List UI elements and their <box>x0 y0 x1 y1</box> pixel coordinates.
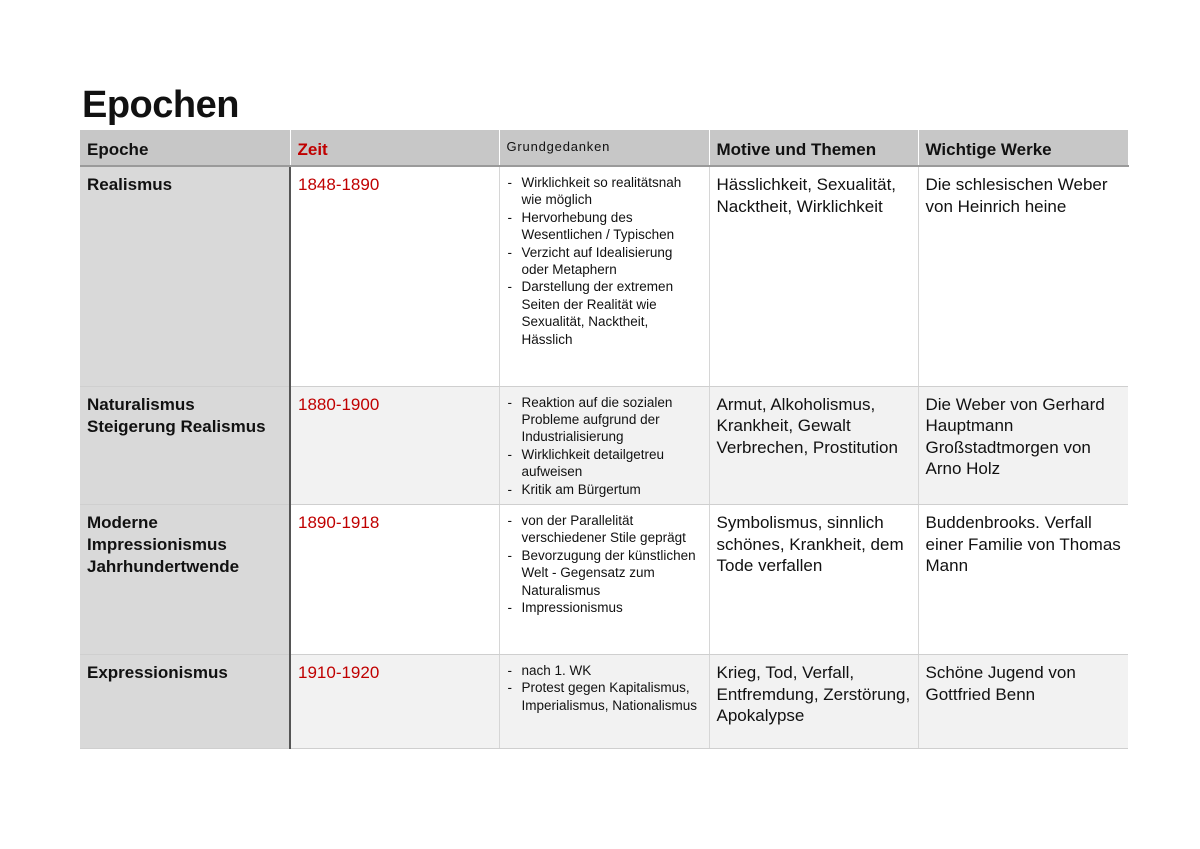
list-item: - Reaktion auf die sozialen Probleme aufgrund der Industrialisierung <box>506 394 702 446</box>
table-row <box>80 654 1128 748</box>
werke-cell: Buddenbrooks. Verfall einer Familie von Thomas Mann <box>918 504 1128 654</box>
grundgedanken-cell <box>499 386 709 504</box>
epoch-name: Naturalismus <box>87 394 195 414</box>
header-grundgedanken: Grundgedanken <box>499 130 709 166</box>
epoch-cell <box>80 504 290 654</box>
epoch-subtitle: Steigerung Realismus <box>87 416 266 436</box>
table-body <box>80 166 1128 748</box>
zeit-cell: 1890-1918 <box>290 504 499 654</box>
header-werke: Wichtige Werke <box>918 130 1128 166</box>
grundgedanken-list <box>506 662 702 714</box>
epoch-subtitle: Impressionismus <box>87 534 227 554</box>
table-header <box>80 130 1128 166</box>
grundgedanken-list <box>506 174 702 348</box>
grundgedanken-list <box>506 512 702 616</box>
grundgedanken-list <box>506 394 702 498</box>
list-item: - Impressionismus <box>506 599 702 616</box>
list-item: - Bevorzugung der künstlichen Welt - Gegensatz zum Naturalismus <box>506 547 702 599</box>
grundgedanken-cell <box>499 504 709 654</box>
list-item: - Hervorhebung des Wesentlichen / Typischen <box>506 209 702 244</box>
werke-cell: Schöne Jugend von Gottfried Benn <box>918 654 1128 748</box>
epoch-subtitle: Jahrhundertwende <box>87 556 240 576</box>
list-item: - Wirklichkeit detailgetreu aufweisen <box>506 446 702 481</box>
list-item: - Protest gegen Kapitalismus, Imperialismus, Nationalismus <box>506 679 702 714</box>
table-row <box>80 386 1128 504</box>
grundgedanken-cell <box>499 654 709 748</box>
grundgedanken-cell <box>499 166 709 386</box>
list-item: - von der Parallelität verschiedener Stile geprägt <box>506 512 702 547</box>
header-row <box>80 130 1128 166</box>
list-item: - Wirklichkeit so realitätsnah wie möglich <box>506 174 702 209</box>
header-motive: Motive und Themen <box>709 130 918 166</box>
epoch-cell <box>80 386 290 504</box>
motive-cell: Symbolismus, sinnlich schönes, Krankheit, dem Tode verfallen <box>709 504 918 654</box>
list-item: - Darstellung der extremen Seiten der Realität wie Sexualität, Nacktheit, Hässlich <box>506 278 702 348</box>
epoch-name: Realismus <box>87 175 173 194</box>
list-item: - Kritik am Bürgertum <box>506 481 702 498</box>
list-item: - Verzicht auf Idealisierung oder Metaphern <box>506 244 702 279</box>
epoch-cell <box>80 654 290 748</box>
header-zeit: Zeit <box>290 130 499 166</box>
motive-cell: Armut, Alkoholismus, Krankheit, Gewalt Verbrechen, Prostitution <box>709 386 918 504</box>
motive-cell: Hässlichkeit, Sexualität, Nacktheit, Wirklichkeit <box>709 166 918 386</box>
header-epoche: Epoche <box>80 130 290 166</box>
epoch-cell <box>80 166 290 386</box>
motive-cell: Krieg, Tod, Verfall, Entfremdung, Zerstörung, Apokalypse <box>709 654 918 748</box>
table-row <box>80 166 1128 386</box>
table-row <box>80 504 1128 654</box>
zeit-cell: 1880-1900 <box>290 386 499 504</box>
epoch-name: Expressionismus <box>87 662 228 682</box>
werke-cell: Die schlesischen Weber von Heinrich heine <box>918 166 1128 386</box>
page-title: Epochen <box>82 84 239 126</box>
werke-cell: Die Weber von Gerhard Hauptmann Großstadtmorgen von Arno Holz <box>918 386 1128 504</box>
epoch-name: Moderne <box>87 512 158 532</box>
epochen-table <box>80 130 1129 749</box>
zeit-cell: 1910-1920 <box>290 654 499 748</box>
list-item: - nach 1. WK <box>506 662 702 679</box>
zeit-cell: 1848-1890 <box>290 166 499 386</box>
